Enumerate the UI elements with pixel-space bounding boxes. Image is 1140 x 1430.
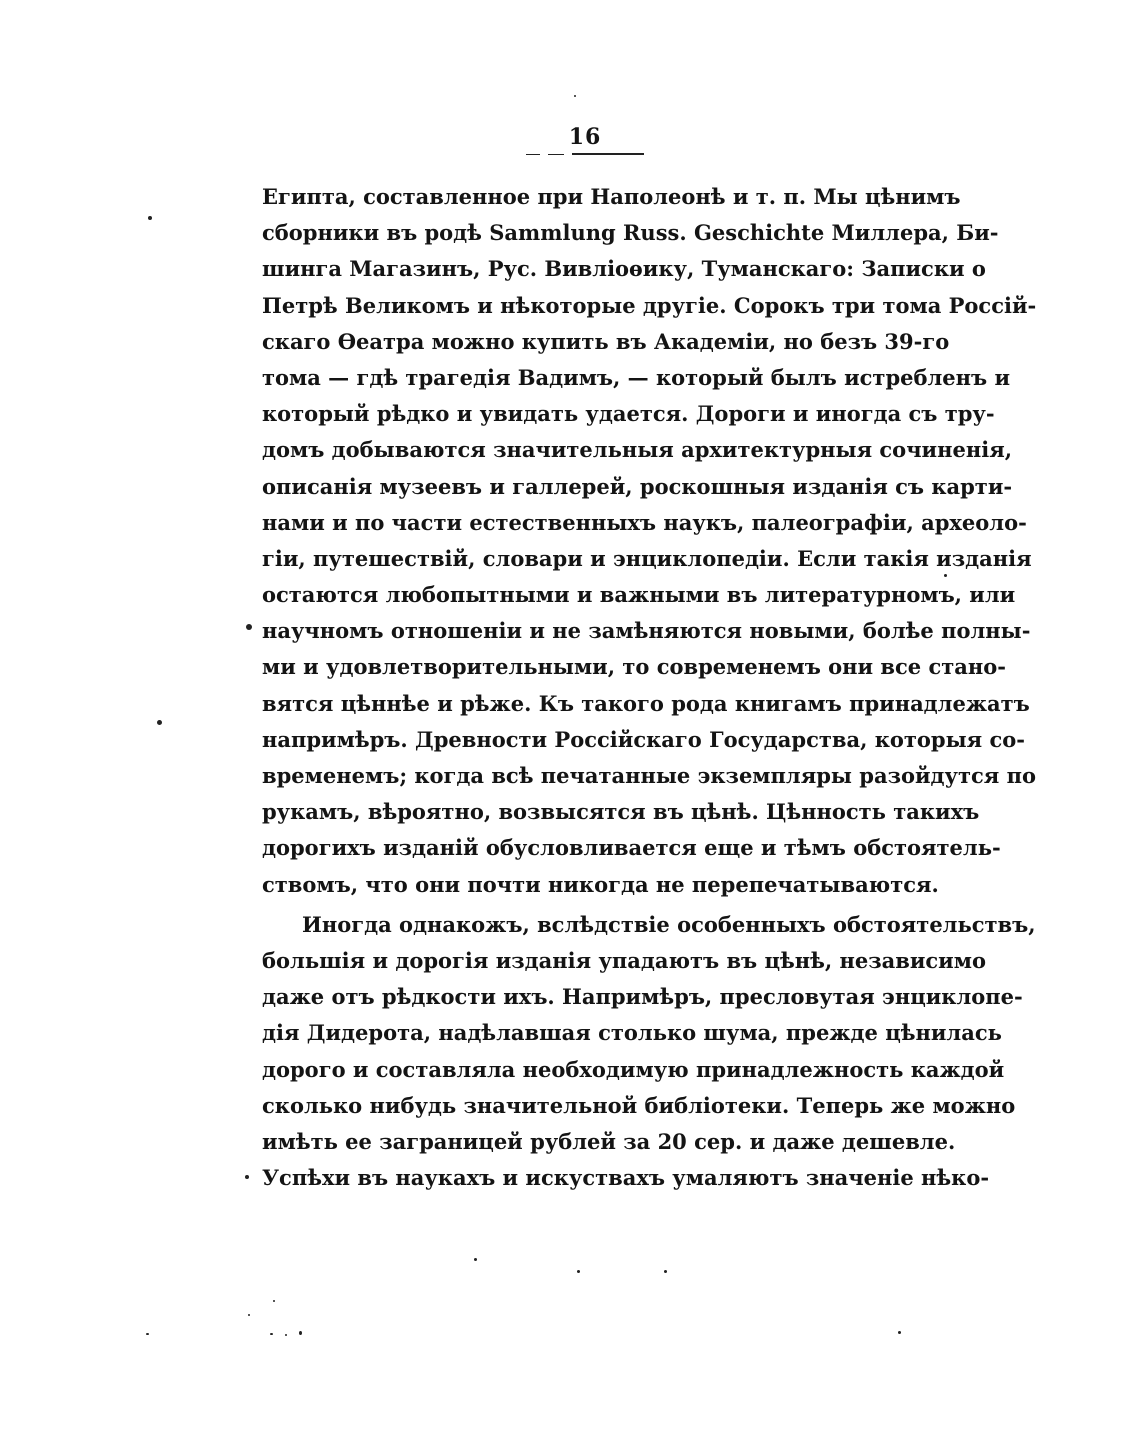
text-line: Успѣхи въ наукахъ и искуствахъ умаляютъ значеніе нѣко-	[262, 1165, 990, 1191]
text-line: сколько нибудь значительной библіотеки. Теперь же можно	[262, 1092, 1016, 1118]
scan-speck	[248, 1314, 250, 1316]
text-line: Иногда однакожъ, вслѣдствіе особенныхъ обстоятельствъ,	[302, 911, 1036, 937]
page-number-header	[520, 124, 650, 150]
text-line: ствомъ, что они почти никогда не перепечатываются.	[262, 871, 939, 897]
text-line: остаются любопытными и важными въ литературномъ, или	[262, 582, 1016, 608]
scan-speck	[299, 1331, 302, 1335]
scan-speck	[285, 1334, 287, 1336]
scan-speck	[245, 1175, 249, 1179]
header-rule-dash	[548, 154, 564, 155]
scan-speck	[146, 1333, 149, 1335]
text-line: тома — гдѣ трагедія Вадимъ, — который былъ истребленъ и	[262, 364, 1011, 390]
text-line: скаго Ѳеатра можно купить въ Академіи, но безъ 39-го	[262, 328, 950, 354]
text-line: который рѣдко и увидать удается. Дороги и иногда съ тру-	[262, 401, 995, 427]
header-rule	[572, 153, 644, 155]
text-line: Петрѣ Великомъ и нѣкоторые другіе. Сорокъ три тома Россій-	[262, 292, 1037, 318]
text-line: рукамъ, вѣроятно, возвысятся въ цѣнѣ. Цѣнность такихъ	[262, 799, 980, 825]
scan-speck	[944, 574, 947, 577]
scan-speck	[664, 1270, 667, 1273]
paragraph-1	[262, 179, 1037, 903]
scan-speck	[270, 1333, 273, 1335]
scan-speck	[898, 1331, 901, 1334]
text-line: временемъ; когда всѣ печатанные экземпляры разойдутся по	[262, 763, 1036, 788]
text-line: ми и удовлетворительными, то современемъ они все стано-	[262, 654, 1006, 680]
text-line: дія Дидерота, надѣлавшая столько шума, прежде цѣнилась	[262, 1020, 1002, 1046]
text-line: описанія музеевъ и галлерей, роскошныя изданія съ карти-	[262, 473, 1013, 499]
text-line: гіи, путешествій, словари и энциклопедіи. Если такія изданія	[262, 545, 1032, 571]
text-line: сборники въ родѣ Sammlung Russ. Geschichte Миллера, Би-	[262, 220, 999, 246]
text-line: большія и дорогія изданія упадаютъ въ цѣнѣ, независимо	[262, 947, 987, 973]
header-rule-dash	[526, 154, 540, 155]
text-line: дорогихъ изданій обусловливается еще и тѣмъ обстоятель-	[262, 835, 1001, 861]
body-text	[262, 179, 1037, 1196]
text-line: имѣть ее заграницей рублей за 20 сер. и даже дешевле.	[262, 1128, 956, 1154]
text-line: дорого и составляла необходимую принадлежность каждой	[262, 1056, 1005, 1082]
scan-speck	[577, 1270, 580, 1273]
scan-speck	[474, 1258, 477, 1261]
text-line: вятся цѣннѣе и рѣже. Къ такого рода книгамъ принадлежатъ	[262, 690, 1030, 716]
text-line: домъ добываются значительныя архитектурныя сочиненія,	[262, 437, 1013, 463]
scan-speck	[148, 216, 152, 220]
text-line: шинга Магазинъ, Рус. Вивліоѳику, Туманскаго: Записки о	[262, 256, 986, 282]
text-line: научномъ отношеніи и не замѣняются новыми, болѣе полны-	[262, 618, 1031, 644]
text-line: нами и по части естественныхъ наукъ, палеографіи, археоло-	[262, 509, 1027, 535]
scan-speck	[574, 95, 576, 97]
scan-speck	[273, 1300, 275, 1302]
scan-speck	[157, 720, 162, 725]
text-line: даже отъ рѣдкости ихъ. Напримѣръ, пресловутая энциклопе-	[262, 984, 1023, 1010]
text-line: напримѣръ. Древности Россійскаго Государства, которыя со-	[262, 726, 1025, 752]
text-line: Египта, составленное при Наполеонѣ и т. п. Мы цѣнимъ	[262, 184, 961, 209]
paragraph-2	[262, 907, 1036, 1197]
scan-speck	[246, 624, 252, 630]
page-number: 16	[568, 124, 602, 150]
